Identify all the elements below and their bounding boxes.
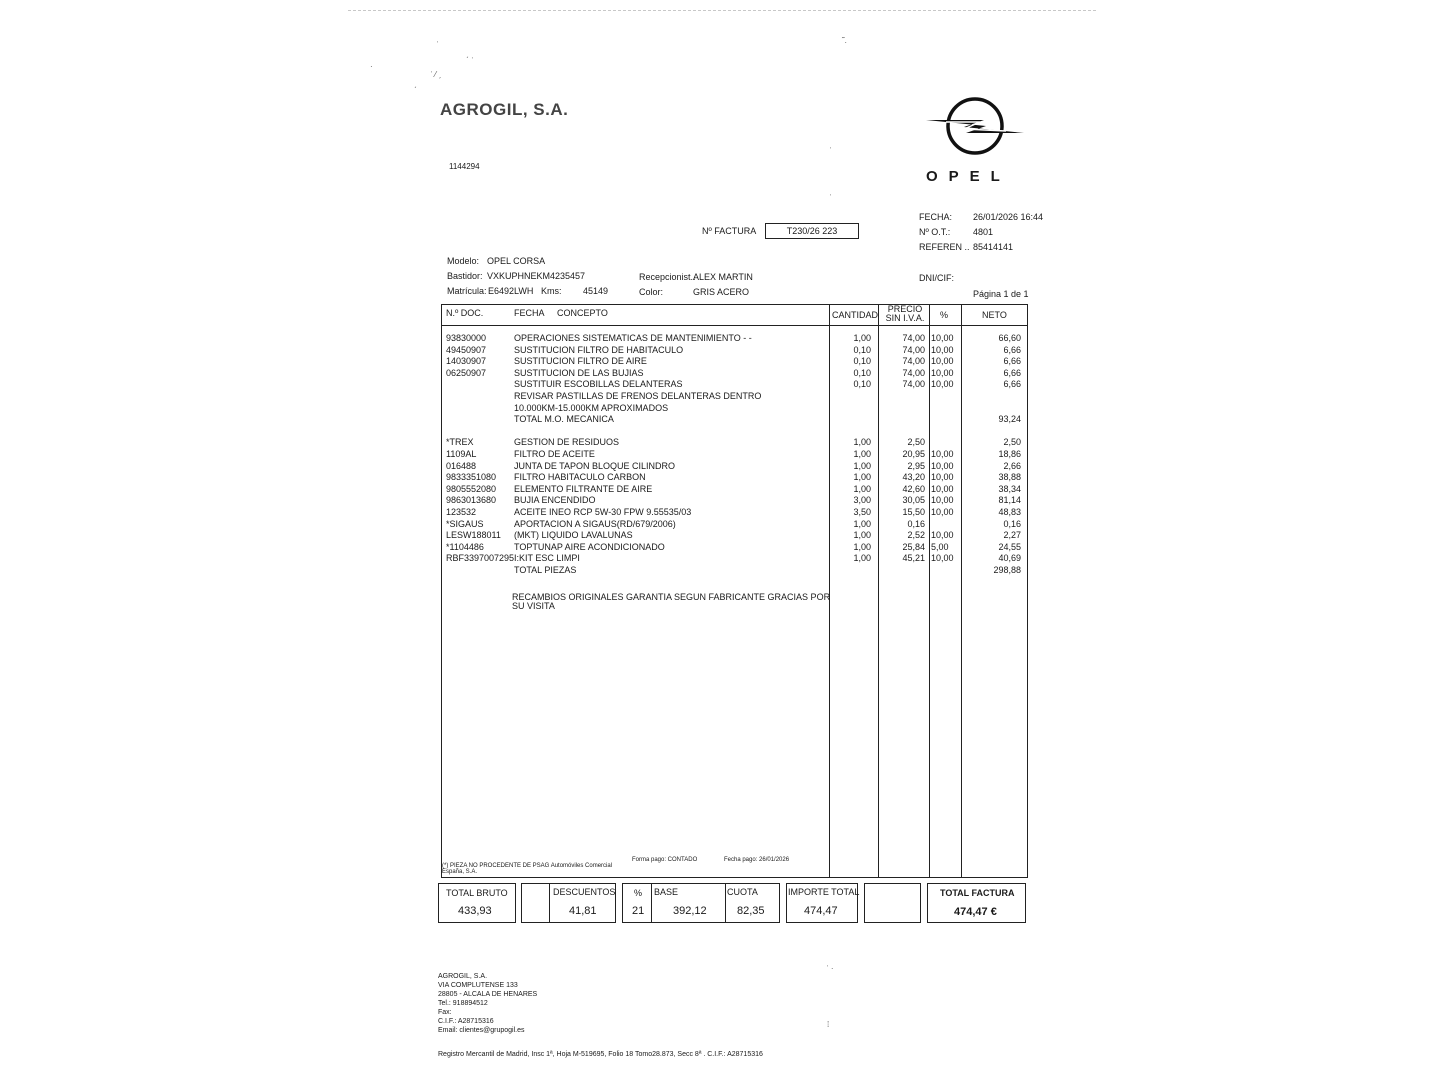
total-bruto-label: TOTAL BRUTO	[446, 888, 508, 898]
cell-neto: 6,66	[1003, 344, 1021, 355]
importe-total-box	[786, 883, 858, 923]
warranty-note	[512, 593, 830, 611]
psag-note-line1: (*) PIEZA NO PROCEDENTE DE PSAG Automóviles Comercial	[442, 863, 613, 869]
scan-speck: ˜.	[842, 36, 847, 45]
cell-neto: 40,69	[998, 553, 1021, 564]
cell-pct: 10,00	[931, 495, 954, 506]
cell-concepto: TOPTUNAP AIRE ACONDICIONADO	[514, 541, 665, 552]
footer-address: VIA COMPLUTENSE 133	[438, 982, 518, 989]
box-divider	[549, 884, 550, 922]
factura-number: T230/26 223	[765, 223, 859, 239]
cell-cantidad: 0,10	[853, 344, 871, 355]
ot-label: Nº O.T.:	[919, 227, 951, 237]
cell-doc: 14030907	[446, 356, 487, 367]
kms-value: 45149	[583, 286, 609, 296]
table-row	[442, 414, 1027, 426]
total-bruto-value: 433,93	[458, 905, 492, 917]
cell-cantidad: 0,10	[853, 367, 871, 378]
cell-doc: 123532	[446, 507, 477, 517]
color-label: Color:	[639, 287, 664, 297]
cell-concepto: I:KIT ESC LIMPI	[514, 553, 580, 564]
footer-fax: Fax:	[438, 1009, 452, 1016]
cell-precio: 74,00	[902, 333, 925, 343]
cell-precio: 74,00	[902, 367, 925, 378]
cell-doc: 93830000	[446, 333, 487, 343]
opel-wordmark: OPEL	[926, 168, 1011, 185]
scan-speck: ·	[370, 62, 373, 71]
scan-speck: ˈ ⁄ ˏ	[430, 70, 442, 79]
table-row	[442, 495, 1027, 507]
cell-doc: 06250907	[446, 367, 487, 378]
matricula-value: E6492LWH	[488, 286, 534, 296]
scan-speck: ˊ ˈ	[466, 56, 474, 65]
warranty-note-line1: RECAMBIOS ORIGINALES GARANTIA SEGUN FABRICANTE GRACIAS POR	[512, 592, 831, 602]
box-divider	[651, 884, 652, 922]
cell-pct: 10,00	[931, 507, 954, 517]
invoice-lines-table	[441, 304, 1028, 878]
importe-total-label: IMPORTE TOTAL	[788, 887, 860, 897]
cell-cantidad: 1,00	[853, 483, 871, 494]
total-factura-value: 474,47 €	[954, 906, 997, 918]
total-bruto-box	[438, 883, 516, 923]
scan-speck: ⁞	[827, 1020, 830, 1029]
page-number: Página 1 de 1	[973, 289, 1029, 299]
cell-neto: 48,83	[998, 507, 1021, 517]
dni-label: DNI/CIF:	[919, 273, 954, 283]
cell-neto: 298,88	[993, 565, 1021, 575]
cell-cantidad: 1,00	[853, 449, 871, 459]
cell-neto: 24,55	[998, 541, 1021, 552]
cell-neto: 6,66	[1003, 356, 1021, 367]
total-factura-label: TOTAL FACTURA	[940, 888, 1015, 898]
cell-concepto: GESTION DE RESIDUOS	[514, 437, 620, 448]
cell-neto: 6,66	[1003, 379, 1021, 390]
descuentos-label: DESCUENTOS	[553, 887, 616, 897]
cell-pct: 10,00	[931, 344, 954, 355]
cell-precio: 2,95	[907, 460, 925, 471]
cell-pct: 10,00	[931, 460, 954, 471]
cell-precio: 45,21	[902, 553, 925, 564]
descuentos-box	[521, 883, 616, 923]
cell-pct: 10,00	[931, 367, 954, 378]
cell-pct: 10,00	[931, 333, 954, 343]
descuentos-value: 41,81	[569, 905, 597, 917]
cell-neto: 18,86	[998, 449, 1021, 459]
matricula-label: Matrícula:	[447, 286, 487, 296]
cell-concepto: SUSTITUCION FILTRO DE HABITACULO	[514, 344, 684, 355]
cell-concepto: ELEMENTO FILTRANTE DE AIRE	[514, 483, 653, 494]
cell-neto: 66,60	[998, 333, 1021, 343]
cuota-value: 82,35	[737, 905, 765, 917]
cell-concepto: TOTAL M.O. MECANICA	[514, 414, 614, 425]
footer-tel: Tel.: 918894512	[438, 1000, 488, 1007]
cell-neto: 81,14	[998, 495, 1021, 506]
modelo-label: Modelo:	[447, 256, 480, 266]
scan-speck: ˊ	[414, 86, 417, 95]
table-row	[442, 519, 1027, 531]
cell-concepto: FILTRO DE ACEITE	[514, 449, 595, 459]
color-value: GRIS ACERO	[693, 287, 750, 297]
cell-pct: 10,00	[931, 483, 954, 494]
opel-logo-icon	[924, 96, 1028, 160]
cell-doc: 9863013680	[446, 495, 497, 506]
table-row	[442, 449, 1027, 461]
company-footer	[438, 972, 537, 1035]
factura-label: Nº FACTURA	[702, 226, 757, 236]
cell-cantidad: 1,00	[853, 553, 871, 564]
bastidor-value: VXKUPHNEKM4235457	[487, 271, 586, 281]
cell-cantidad: 0,10	[853, 379, 871, 390]
col-header-doc: N.º DOC.	[446, 308, 484, 318]
cell-doc: *SIGAUS	[446, 518, 484, 529]
table-row	[442, 461, 1027, 473]
tax-pct-value: 21	[632, 905, 645, 917]
table-row	[442, 437, 1027, 449]
col-header-precio-line1: PRECIO	[887, 304, 923, 314]
cell-neto: 2,66	[1003, 460, 1021, 471]
cell-cantidad: 3,50	[853, 507, 871, 517]
cell-neto: 0,16	[1003, 518, 1021, 529]
header-divider	[442, 325, 1027, 326]
col-header-pct: %	[940, 310, 949, 320]
cell-cantidad: 1,00	[853, 472, 871, 483]
col-header-precio	[885, 305, 925, 323]
cell-concepto: OPERACIONES SISTEMATICAS DE MANTENIMIENTO - -	[514, 333, 752, 343]
ot-value: 4801	[973, 227, 994, 237]
cuota-label: CUOTA	[727, 887, 758, 897]
forma-pago: Forma pago: CONTADO	[632, 857, 698, 863]
cell-neto: 93,24	[998, 414, 1021, 425]
psag-note	[442, 863, 612, 875]
cell-pct: 10,00	[931, 449, 954, 459]
footer-email: Email: clientes@grupogil.es	[438, 1027, 525, 1034]
table-row	[442, 553, 1027, 565]
table-row	[442, 333, 1027, 345]
cell-concepto: (MKT) LIQUIDO LAVALUNAS	[514, 530, 633, 541]
cell-concepto: APORTACION A SIGAUS(RD/679/2006)	[514, 518, 676, 529]
col-header-cantidad: CANTIDAD	[832, 310, 879, 320]
cell-neto: 38,88	[998, 472, 1021, 483]
scan-speck: ˈ	[829, 193, 832, 202]
cell-pct: 10,00	[931, 472, 954, 483]
table-row	[442, 403, 1027, 415]
col-header-neto: NETO	[982, 310, 1007, 320]
table-row	[442, 356, 1027, 368]
cell-neto: 2,50	[1003, 437, 1021, 448]
cell-pct: 10,00	[931, 553, 954, 564]
cell-concepto: 10.000KM-15.000KM APROXIMADOS	[514, 402, 669, 413]
cell-cantidad: 1,00	[853, 437, 871, 448]
cell-precio: 0,16	[907, 518, 925, 529]
footer-cif: C.I.F.: A28715316	[438, 1018, 494, 1025]
cell-cantidad: 1,00	[853, 518, 871, 529]
company-name: AGROGIL, S.A.	[440, 100, 569, 119]
cell-pct: 10,00	[931, 356, 954, 367]
table-row	[442, 426, 1027, 438]
box-divider	[725, 884, 726, 922]
table-row	[442, 530, 1027, 542]
recepcionista-label: Recepcionist..	[639, 272, 696, 282]
cell-doc: *1104486	[446, 541, 484, 552]
cell-precio: 42,60	[902, 483, 925, 494]
cell-precio: 15,50	[902, 507, 925, 517]
table-row	[442, 345, 1027, 357]
referen-value: 85414141	[973, 242, 1014, 252]
col-header-concepto: CONCEPTO	[557, 308, 608, 318]
cell-pct: 10,00	[931, 379, 954, 390]
cell-concepto: SUSTITUCION FILTRO DE AIRE	[514, 356, 647, 367]
table-row	[442, 565, 1027, 577]
bastidor-label: Bastidor:	[447, 271, 483, 281]
col-header-precio-line2: SIN I.V.A.	[885, 313, 925, 323]
col-header-fecha: FECHA	[514, 308, 545, 318]
table-row	[442, 368, 1027, 380]
cell-pct: 10,00	[931, 530, 954, 541]
table-row	[442, 542, 1027, 554]
cell-doc: LESW188011	[446, 530, 501, 541]
fecha-value: 26/01/2026 16:44	[973, 212, 1044, 222]
cell-doc: 9833351080	[446, 472, 497, 483]
tax-pct-label: %	[634, 888, 643, 898]
total-factura-box	[927, 883, 1026, 923]
modelo-value: OPEL CORSA	[487, 256, 546, 266]
cell-doc: 016488	[446, 460, 477, 471]
cell-doc: RBF3397007295	[446, 553, 515, 564]
cell-precio: 25,84	[902, 541, 925, 552]
cell-doc: 9805552080	[446, 483, 497, 494]
cell-neto: 6,66	[1003, 367, 1021, 378]
cell-concepto: REVISAR PASTILLAS DE FRENOS DELANTERAS DENTRO	[514, 391, 762, 401]
table-row	[442, 507, 1027, 519]
psag-note-line2: España, S.A.	[442, 869, 478, 875]
base-label: BASE	[654, 887, 679, 897]
cell-doc: *TREX	[446, 437, 474, 448]
cell-precio: 30,05	[902, 495, 925, 506]
cell-precio: 74,00	[902, 344, 925, 355]
cell-cantidad: 1,00	[853, 333, 871, 343]
table-row	[442, 472, 1027, 484]
cell-precio: 20,95	[902, 449, 925, 459]
cell-neto: 2,27	[1003, 530, 1021, 541]
cell-cantidad: 0,10	[853, 356, 871, 367]
cell-concepto: ACEITE INEO RCP 5W-30 FPW 9.55535/03	[514, 507, 692, 517]
cell-precio: 2,52	[907, 530, 925, 541]
cell-doc: 49450907	[446, 344, 487, 355]
cell-doc: 1109AL	[446, 449, 477, 459]
scan-speck: ˌ	[829, 140, 832, 149]
base-value: 392,12	[673, 905, 707, 917]
cell-concepto: SUSTITUCION DE LAS BUJIAS	[514, 367, 644, 378]
scan-speck: ˈ ·	[826, 964, 834, 973]
cell-precio: 43,20	[902, 472, 925, 483]
cell-concepto: JUNTA DE TAPON BLOQUE CILINDRO	[514, 460, 676, 471]
footer-city: 28805 - ALCALA DE HENARES	[438, 991, 538, 998]
cell-concepto: TOTAL PIEZAS	[514, 565, 577, 575]
table-row	[442, 379, 1027, 391]
scan-speck: ˈ	[436, 40, 439, 49]
cell-concepto: SUSTITUIR ESCOBILLAS DELANTERAS	[514, 379, 683, 390]
table-row	[442, 391, 1027, 403]
table-row	[442, 484, 1027, 496]
warranty-note-line2: SU VISITA	[512, 601, 555, 611]
fecha-pago: Fecha pago: 26/01/2026	[724, 857, 790, 863]
cell-neto: 38,34	[998, 483, 1021, 494]
cell-precio: 74,00	[902, 356, 925, 367]
registro-mercantil: Registro Mercantil de Madrid, Insc 1ª, Hoja M-519695, Folio 18 Tomo28.873, Secc 8ª . C.I.F.: A28715316	[438, 1051, 763, 1058]
cell-cantidad: 1,00	[853, 541, 871, 552]
cell-cantidad: 1,00	[853, 460, 871, 471]
cell-cantidad: 1,00	[853, 530, 871, 541]
footer-company: AGROGIL, S.A.	[438, 973, 488, 980]
empty-box	[864, 883, 921, 923]
importe-total-value: 474,47	[804, 905, 838, 917]
cell-concepto: FILTRO HABITACULO CARBON	[514, 472, 646, 483]
recepcionista-value: ALEX MARTIN	[693, 272, 753, 282]
referen-label: REFEREN ..	[919, 242, 970, 252]
cell-precio: 2,50	[907, 437, 925, 448]
customer-code: 1144294	[449, 162, 480, 171]
cell-concepto: BUJIA ENCENDIDO	[514, 495, 596, 506]
cell-pct: 5,00	[931, 541, 949, 552]
cell-precio: 74,00	[902, 379, 925, 390]
kms-label: Kms:	[541, 286, 562, 296]
tax-box	[622, 883, 780, 923]
cell-cantidad: 3,00	[853, 495, 871, 506]
top-scan-rule	[348, 10, 1096, 11]
fecha-label: FECHA:	[919, 212, 953, 222]
